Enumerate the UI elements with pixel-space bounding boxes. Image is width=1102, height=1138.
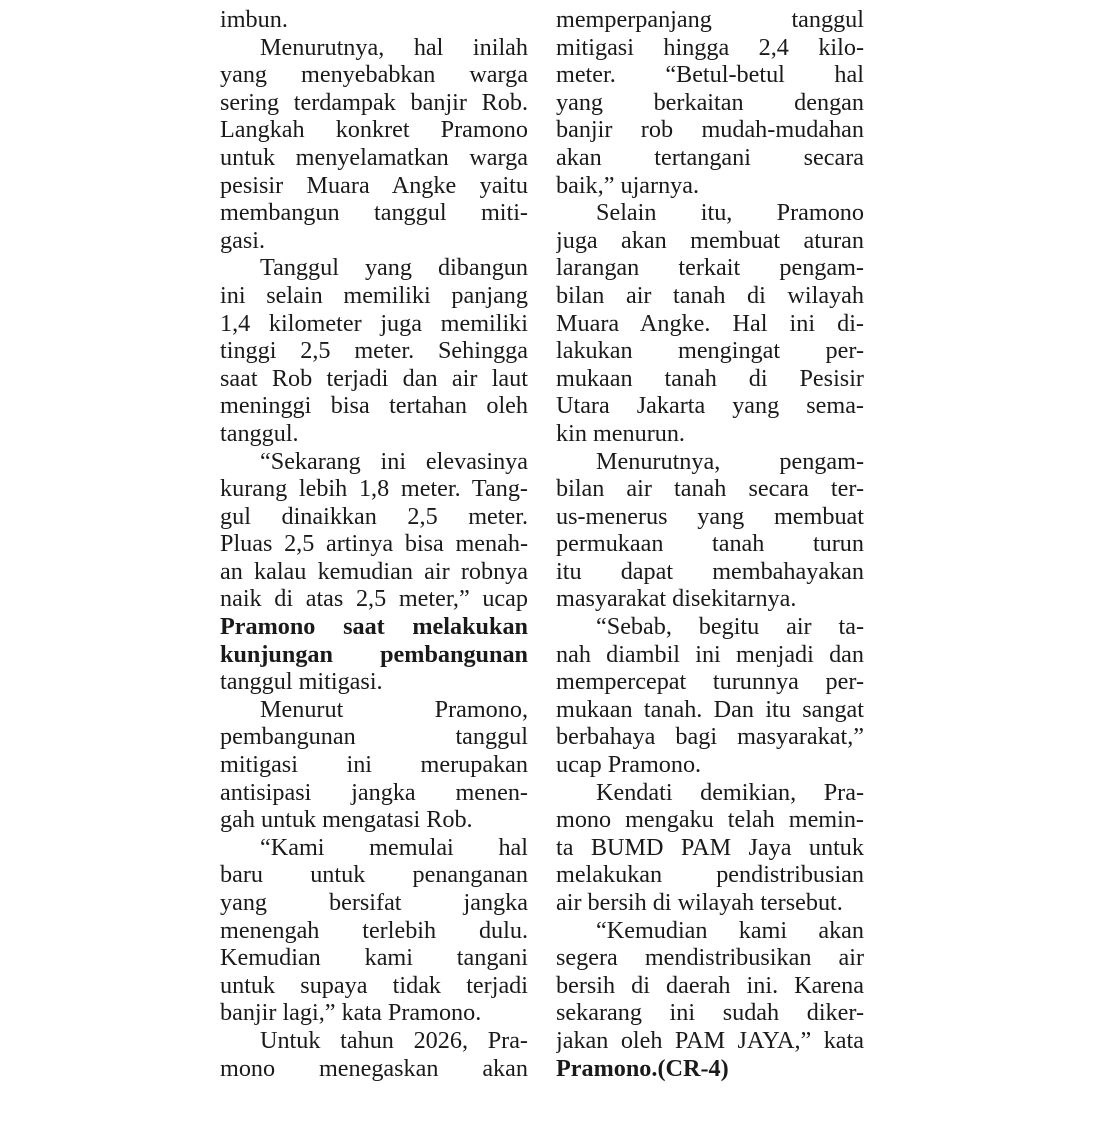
right-column-line: jakan oleh PAM JAYA,” kata — [556, 1026, 864, 1054]
right-column-line: mukaan tanah. Dan itu sangat — [556, 695, 864, 723]
article-credit: (CR-4) — [657, 1054, 729, 1082]
left-column-line: Untuk tahun 2026, Pra- — [260, 1026, 528, 1054]
closing-line — [556, 1055, 864, 1083]
right-column-line: berbahaya bagi masyarakat,” — [556, 723, 864, 751]
right-column-line: larangan terkait pengam- — [556, 254, 864, 282]
right-column-line: ucap Pramono. — [556, 751, 702, 779]
left-column-line: Kemudian kami tangani — [220, 944, 528, 972]
left-column-line: naik di atas 2,5 meter,” ucap — [220, 585, 528, 613]
right-column-line: memperpanjang tanggul — [556, 6, 864, 33]
left-column-line: imbun. — [220, 6, 288, 33]
right-column-line: meter. “Betul-betul hal — [556, 61, 864, 89]
right-column-lines — [556, 6, 864, 1055]
closing-name: Pramono. — [556, 1054, 658, 1082]
left-column-line: yang bersifat jangka — [220, 889, 528, 916]
right-column-line: Utara Jakarta yang sema- — [556, 392, 864, 420]
right-column-line: banjir rob mudah-mudahan — [556, 116, 864, 144]
right-column-line: masyarakat disekitarnya. — [556, 585, 797, 613]
left-column-line: tinggi 2,5 meter. Sehingga — [220, 337, 528, 365]
right-column-line: Selain itu, Pramono — [596, 199, 864, 227]
right-column-line: baik,” ujarnya. — [556, 171, 700, 199]
left-column-line: “Kami memulai hal — [260, 833, 528, 861]
right-column-line: ta BUMD PAM Jaya untuk — [556, 833, 864, 861]
left-column-line: tanggul mitigasi. — [220, 668, 383, 696]
right-column-line: Muara Angke. Hal ini di- — [556, 309, 864, 337]
left-column-line: membangun tanggul miti- — [220, 199, 528, 227]
right-column-line: segera mendistribusikan air — [556, 944, 864, 972]
left-column-line: menengah terlebih dulu. — [220, 916, 528, 944]
left-column-line: mitigasi ini merupakan — [220, 751, 528, 779]
right-column-line: bersih di daerah ini. Karena — [556, 971, 864, 999]
right-column-line: mukaan tanah di Pesisir — [556, 364, 864, 392]
left-column-line: kunjungan pembangunan — [220, 640, 528, 668]
right-column-line: us-menerus yang membuat — [556, 502, 864, 530]
right-column-line: juga akan membuat aturan — [556, 226, 864, 254]
right-column-line: akan tertangani secara — [556, 143, 864, 171]
left-column-line: ini selain memiliki panjang — [220, 281, 528, 309]
right-column-line: kin menurun. — [556, 419, 685, 447]
right-column-line: Menurutnya, pengam- — [596, 447, 864, 475]
right-column-line: yang berkaitan dengan — [556, 88, 864, 116]
left-column-line: pesisir Muara Angke yaitu — [220, 171, 528, 199]
left-column-line: untuk menyelamatkan warga — [220, 143, 528, 171]
article-column-left — [220, 6, 528, 1082]
left-column-line: Langkah konkret Pramono — [220, 116, 528, 144]
left-column-line: untuk supaya tidak terjadi — [220, 971, 528, 999]
right-column-line: “Sebab, begitu air ta- — [596, 613, 864, 641]
right-column-line: “Kemudian kami akan — [596, 916, 864, 944]
right-column-line: permukaan tanah turun — [556, 530, 864, 558]
left-column-line: pembangunan tanggul — [220, 723, 528, 751]
left-column-line: Menurutnya, hal inilah — [260, 33, 528, 61]
left-column-line: tanggul. — [220, 419, 299, 447]
left-column-line: gah untuk mengatasi Rob. — [220, 806, 473, 834]
left-column-line: baru untuk penanganan — [220, 861, 528, 889]
left-column-line: Pramono saat melakukan — [220, 613, 528, 641]
left-column-line: banjir lagi,” kata Pramono. — [220, 999, 482, 1027]
left-column-line: meninggi bisa tertahan oleh — [220, 392, 528, 420]
article-column-right — [556, 6, 864, 1082]
left-column-line: 1,4 kilometer juga memiliki — [220, 309, 528, 337]
left-column-line: mono menegaskan akan — [220, 1054, 528, 1082]
right-column-line: sekarang ini sudah diker- — [556, 999, 864, 1027]
left-column-line: Pluas 2,5 artinya bisa menah- — [220, 530, 528, 558]
right-column-line: melakukan pendistribusian — [556, 861, 864, 889]
left-column-line: yang menyebabkan warga — [220, 61, 528, 89]
right-column-line: itu dapat membahayakan — [556, 557, 864, 585]
left-column-line: Tanggul yang dibangun — [260, 254, 528, 282]
left-column-line: antisipasi jangka menen- — [220, 778, 528, 806]
left-column-line: sering terdampak banjir Rob. — [220, 88, 528, 116]
left-column-line: Menurut Pramono, — [260, 695, 528, 723]
right-column-line: mempercepat turunnya per- — [556, 668, 864, 696]
right-column-line: air bersih di wilayah tersebut. — [556, 889, 843, 916]
left-column-line: kurang lebih 1,8 meter. Tang- — [220, 475, 528, 503]
right-column-line: nah diambil ini menjadi dan — [556, 640, 864, 668]
left-column-line: “Sekarang ini elevasinya — [260, 447, 528, 475]
right-column-line: mono mengaku telah memin- — [556, 806, 864, 834]
left-column-line: saat Rob terjadi dan air laut — [220, 364, 528, 392]
left-column-line: an kalau kemudian air robnya — [220, 557, 528, 585]
right-column-line: lakukan mengingat per- — [556, 337, 864, 365]
right-column-line: bilan air tanah di wilayah — [556, 281, 864, 309]
left-column-line: gasi. — [220, 226, 266, 254]
right-column-line: bilan air tanah secara ter- — [556, 475, 864, 503]
right-column-line: mitigasi hingga 2,4 kilo- — [556, 33, 864, 61]
right-column-line: Kendati demikian, Pra- — [596, 778, 864, 806]
left-column-line: gul dinaikkan 2,5 meter. — [220, 502, 528, 530]
